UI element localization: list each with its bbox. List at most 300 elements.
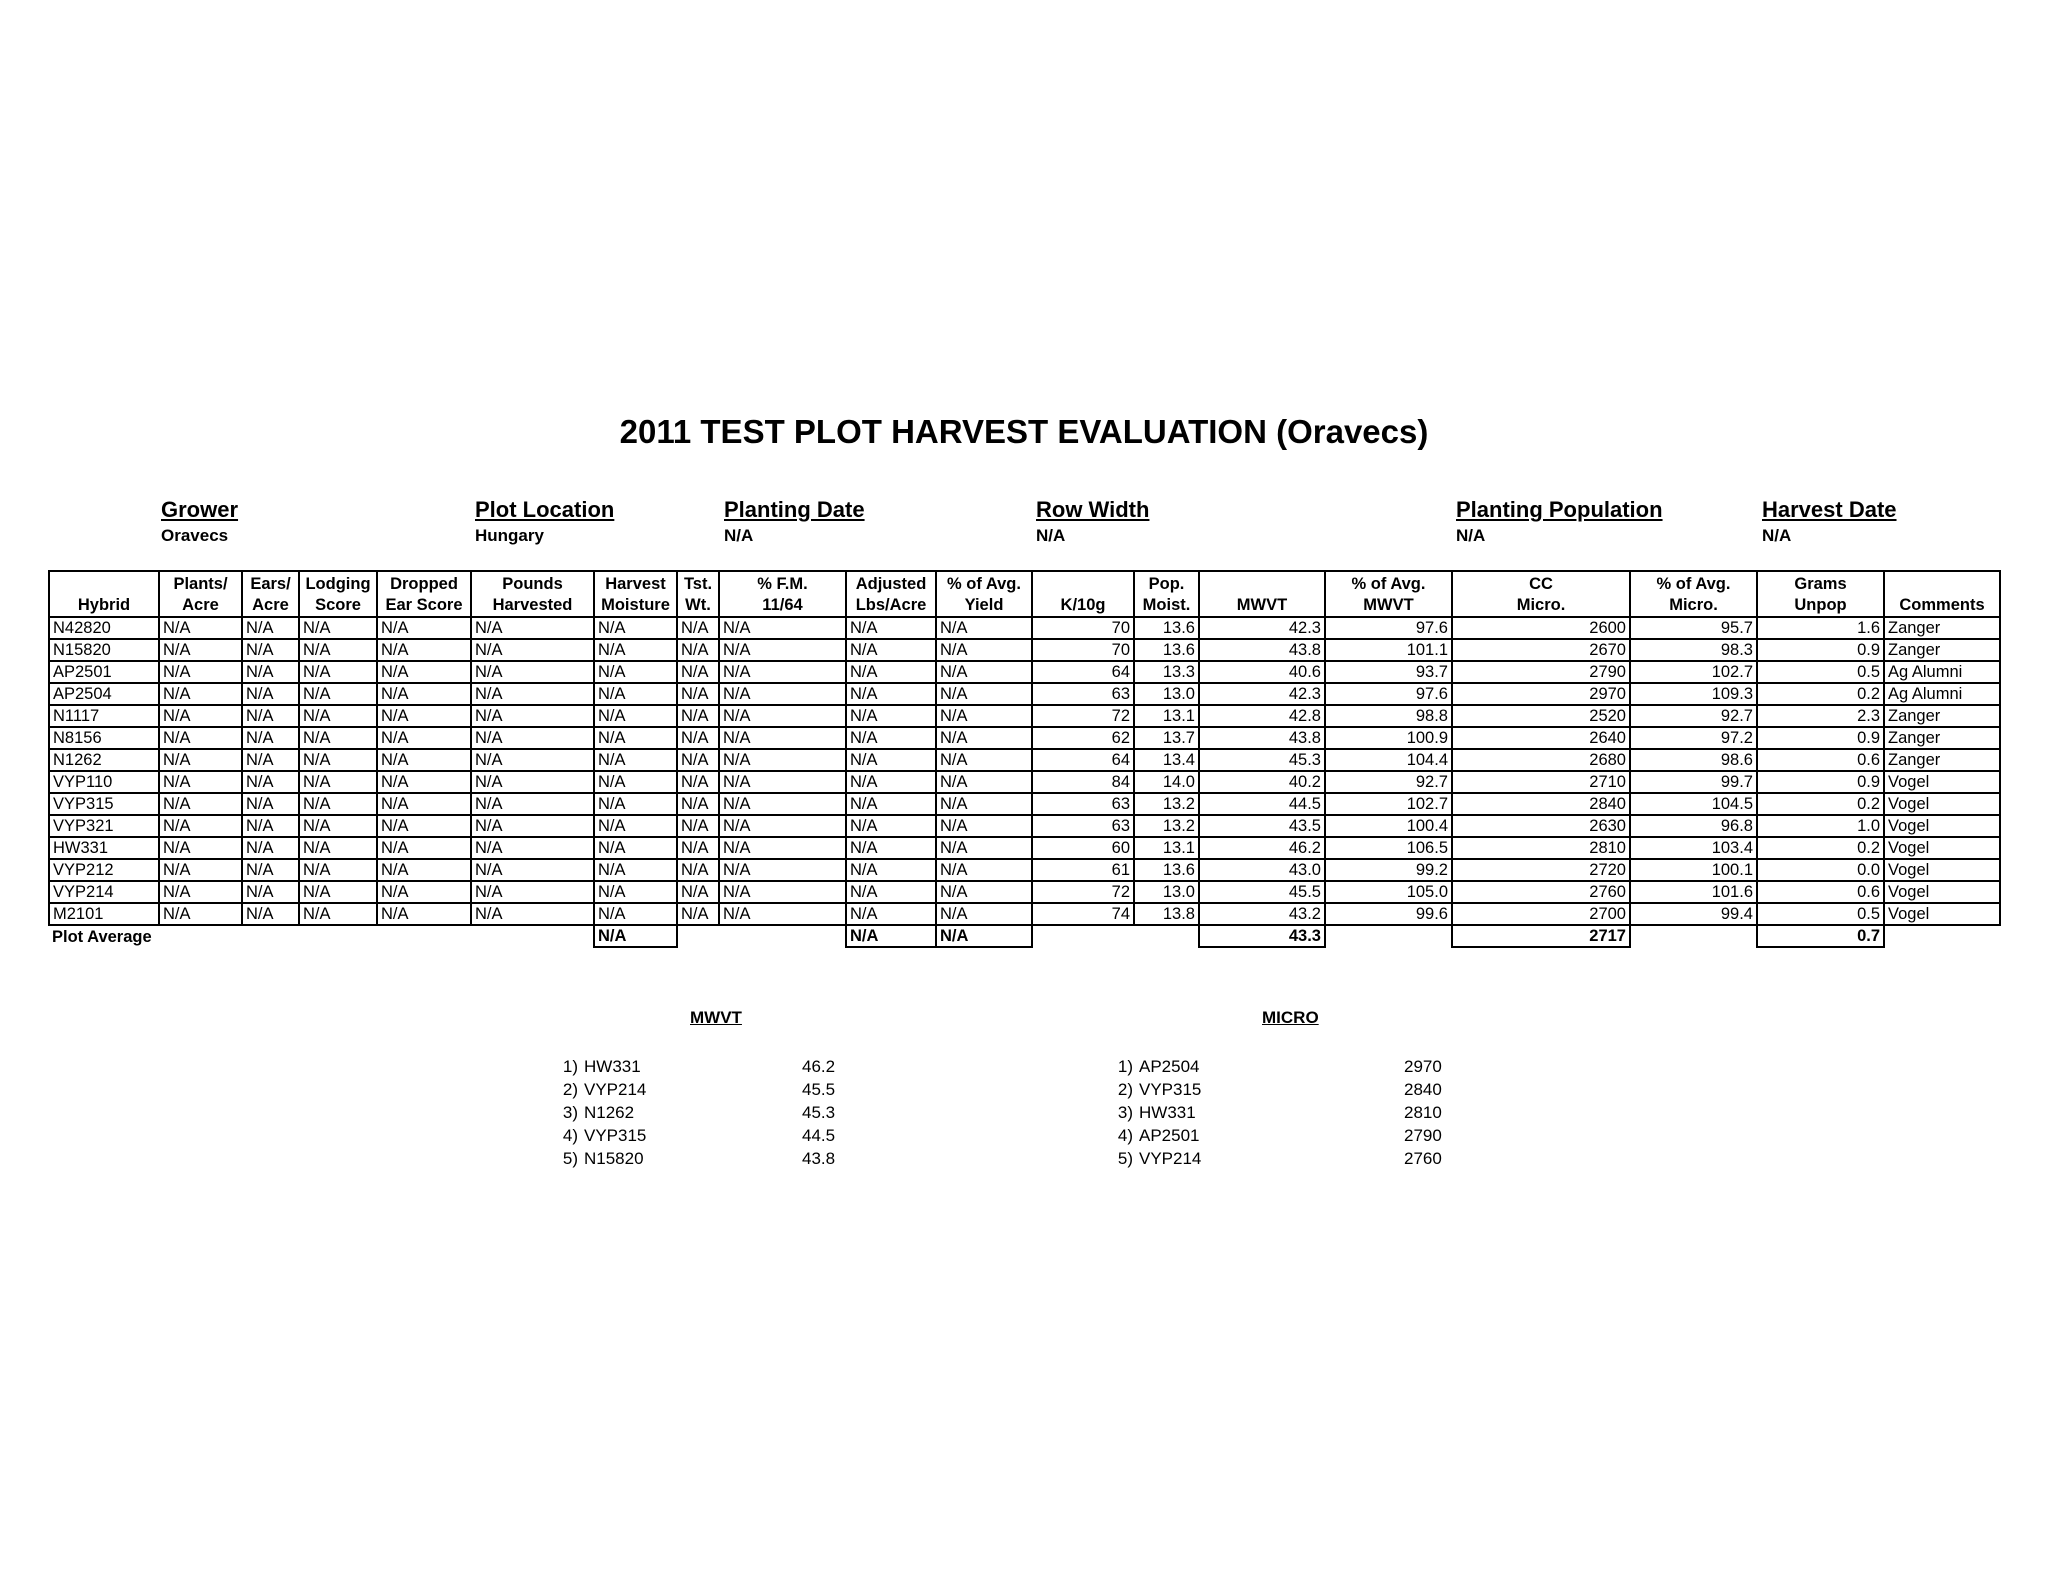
ranking-item (1107, 1101, 1467, 1124)
info-label: Grower (161, 497, 239, 522)
table-cell: 97.2 (1630, 727, 1757, 749)
plot-average-blank (1032, 925, 1134, 947)
table-cell: 2600 (1452, 617, 1630, 639)
table-cell: N/A (846, 705, 936, 727)
table-cell: N/A (299, 881, 377, 903)
table-row (49, 903, 2000, 925)
table-header (49, 571, 2000, 617)
table-cell: N/A (846, 727, 936, 749)
ranking-hybrid: AP2501 (1139, 1126, 1200, 1145)
table-row (49, 705, 2000, 727)
column-header (719, 571, 846, 617)
ranking-item (552, 1124, 872, 1147)
table-cell: N/A (846, 837, 936, 859)
ranking-hybrid: VYP214 (1139, 1149, 1202, 1168)
micro-ranking-list (1107, 1055, 1467, 1170)
table-cell: N/A (594, 903, 677, 925)
column-header-line2: 11/64 (762, 596, 803, 614)
table-cell: 44.5 (1199, 793, 1325, 815)
table-cell: N/A (719, 837, 846, 859)
table-cell: 1.0 (1757, 815, 1884, 837)
table-cell: N/A (936, 837, 1032, 859)
table-cell: 99.6 (1325, 903, 1452, 925)
table-cell: N/A (677, 661, 719, 683)
table-cell: 106.5 (1325, 837, 1452, 859)
info-label: Plot Location (475, 497, 615, 522)
table-cell: 98.8 (1325, 705, 1452, 727)
table-cell: N/A (719, 793, 846, 815)
table-cell: N/A (594, 705, 677, 727)
table-cell: 42.3 (1199, 617, 1325, 639)
column-header-line1: Pounds (502, 575, 563, 593)
table-cell: N/A (471, 705, 594, 727)
table-cell: N/A (242, 683, 299, 705)
info-value: Oravecs (161, 526, 229, 545)
column-header (1325, 571, 1452, 617)
column-header-line2: Acre (252, 596, 289, 614)
table-cell: N/A (677, 705, 719, 727)
table-cell: N/A (846, 815, 936, 837)
info-value: Hungary (475, 526, 544, 545)
table-cell: N/A (677, 793, 719, 815)
table-cell: 43.2 (1199, 903, 1325, 925)
column-header-line1: Tst. (683, 575, 713, 593)
column-header-line1: Lodging (305, 575, 371, 593)
table-cell: 2640 (1452, 727, 1630, 749)
column-header-line1: Harvest (605, 575, 666, 593)
info-planting-population (1456, 497, 1663, 547)
column-header-line2: Wt. (685, 596, 711, 614)
table-cell: 2630 (1452, 815, 1630, 837)
table-cell: N/A (159, 793, 242, 815)
table-cell: 93.7 (1325, 661, 1452, 683)
table-cell: N/A (936, 749, 1032, 771)
plot-average-blank (1884, 925, 2000, 947)
table-cell: 64 (1032, 749, 1134, 771)
table-cell: N/A (936, 705, 1032, 727)
column-header (1199, 571, 1325, 617)
table-cell: N/A (159, 661, 242, 683)
plot-average-value: N/A (846, 925, 936, 947)
table-cell: 2760 (1452, 881, 1630, 903)
table-cell: N/A (677, 903, 719, 925)
column-header (936, 571, 1032, 617)
column-header-line2: Comments (1899, 596, 1985, 614)
table-cell: 61 (1032, 859, 1134, 881)
table-cell: 104.5 (1630, 793, 1757, 815)
column-header (49, 571, 159, 617)
table-cell: 1.6 (1757, 617, 1884, 639)
hybrid-cell: N42820 (49, 617, 159, 639)
table-cell: 42.3 (1199, 683, 1325, 705)
table-row (49, 881, 2000, 903)
table-cell: Zanger (1884, 617, 2000, 639)
table-cell: N/A (471, 859, 594, 881)
table-cell: N/A (377, 771, 471, 793)
table-cell: 102.7 (1325, 793, 1452, 815)
table-cell: N/A (846, 661, 936, 683)
table-cell: N/A (299, 859, 377, 881)
table-row (49, 837, 2000, 859)
ranking-hybrid: VYP315 (1139, 1080, 1202, 1099)
table-cell: Vogel (1884, 771, 2000, 793)
hybrid-cell: VYP110 (49, 771, 159, 793)
info-label: Harvest Date (1762, 497, 1897, 522)
table-cell: N/A (159, 683, 242, 705)
table-cell: N/A (846, 859, 936, 881)
column-header-line1: CC (1529, 575, 1553, 593)
table-cell: Zanger (1884, 727, 2000, 749)
table-cell: Ag Alumni (1884, 683, 2000, 705)
table-cell: N/A (377, 639, 471, 661)
mwvt-ranking-list (552, 1055, 872, 1170)
table-cell: N/A (242, 727, 299, 749)
table-cell: 0.5 (1757, 661, 1884, 683)
column-header (299, 571, 377, 617)
column-header-line2: Micro. (1669, 596, 1718, 614)
column-header (846, 571, 936, 617)
table-cell: Vogel (1884, 859, 2000, 881)
table-cell: N/A (159, 617, 242, 639)
table-cell: 0.2 (1757, 837, 1884, 859)
table-cell: N/A (299, 727, 377, 749)
table-cell: N/A (377, 837, 471, 859)
table-cell: N/A (936, 661, 1032, 683)
column-header (1134, 571, 1199, 617)
table-cell: 63 (1032, 683, 1134, 705)
table-cell: 2710 (1452, 771, 1630, 793)
column-header-line1: % of Avg. (1351, 575, 1426, 593)
column-header (1757, 571, 1884, 617)
table-cell: N/A (594, 617, 677, 639)
table-cell: N/A (846, 749, 936, 771)
table-cell: N/A (242, 793, 299, 815)
ranking-number: 2) (562, 1080, 578, 1099)
table-cell: 0.2 (1757, 683, 1884, 705)
table-cell: 0.2 (1757, 793, 1884, 815)
column-header-line2: Yield (964, 596, 1004, 614)
table-cell: N/A (377, 793, 471, 815)
table-cell: 62 (1032, 727, 1134, 749)
table-cell: Vogel (1884, 903, 2000, 925)
info-row-width (1036, 497, 1149, 547)
ranking-item (1107, 1147, 1467, 1170)
ranking-value: 2760 (1404, 1149, 1442, 1168)
table-cell: 0.5 (1757, 903, 1884, 925)
table-cell: 46.2 (1199, 837, 1325, 859)
plot-average-value: 2717 (1452, 925, 1630, 947)
table-cell: 100.9 (1325, 727, 1452, 749)
ranking-number: 1) (562, 1057, 578, 1076)
table-cell: N/A (242, 661, 299, 683)
ranking-hybrid: AP2504 (1139, 1057, 1200, 1076)
info-value: N/A (1456, 526, 1486, 545)
table-cell: N/A (377, 705, 471, 727)
table-cell: N/A (719, 661, 846, 683)
table-cell: 2840 (1452, 793, 1630, 815)
table-cell: N/A (471, 749, 594, 771)
plot-average-value: 43.3 (1199, 925, 1325, 947)
table-cell: N/A (159, 815, 242, 837)
hybrid-cell: N1117 (49, 705, 159, 727)
table-cell: N/A (159, 749, 242, 771)
table-cell: 70 (1032, 617, 1134, 639)
column-header-line2: Unpop (1794, 596, 1847, 614)
ranking-number: 4) (562, 1126, 578, 1145)
table-cell: Vogel (1884, 793, 2000, 815)
table-cell: N/A (719, 749, 846, 771)
table-row (49, 815, 2000, 837)
table-cell: N/A (594, 859, 677, 881)
info-label: Planting Date (724, 497, 865, 522)
table-cell: 99.7 (1630, 771, 1757, 793)
table-cell: 84 (1032, 771, 1134, 793)
table-cell: N/A (299, 639, 377, 661)
table-cell: 2670 (1452, 639, 1630, 661)
column-header-line2: Moisture (601, 596, 670, 614)
table-cell: N/A (471, 617, 594, 639)
column-header-line2: Moist. (1142, 596, 1191, 614)
header-row (49, 571, 2000, 617)
table-cell: N/A (719, 903, 846, 925)
table-cell: 99.2 (1325, 859, 1452, 881)
ranking-value: 46.2 (802, 1057, 836, 1076)
column-header-line2: Acre (182, 596, 219, 614)
table-cell: 2680 (1452, 749, 1630, 771)
table-cell: 2.3 (1757, 705, 1884, 727)
table-cell: 13.0 (1134, 683, 1199, 705)
column-header-line2: Micro. (1516, 596, 1566, 614)
table-cell: N/A (594, 639, 677, 661)
table-cell: N/A (471, 661, 594, 683)
ranking-number: 3) (1117, 1103, 1133, 1122)
table-cell: N/A (159, 859, 242, 881)
info-value: N/A (1036, 526, 1066, 545)
table-cell: 13.2 (1134, 815, 1199, 837)
ranking-value: 2970 (1404, 1057, 1442, 1076)
table-cell: 13.1 (1134, 705, 1199, 727)
info-harvest-date (1762, 497, 1897, 547)
table-cell: 13.0 (1134, 881, 1199, 903)
column-header-line1: Adjusted (855, 575, 927, 593)
table-cell: N/A (299, 661, 377, 683)
table-cell: N/A (594, 837, 677, 859)
table-cell: 13.6 (1134, 617, 1199, 639)
column-header (677, 571, 719, 617)
hybrid-cell: M2101 (49, 903, 159, 925)
ranking-hybrid: VYP214 (584, 1080, 647, 1099)
table-cell: N/A (299, 793, 377, 815)
info-grower (161, 497, 238, 547)
table-cell: 0.0 (1757, 859, 1884, 881)
info-label: Row Width (1036, 497, 1150, 522)
table-row (49, 661, 2000, 683)
table-cell: 2790 (1452, 661, 1630, 683)
table-cell: N/A (299, 903, 377, 925)
table-cell: 45.3 (1199, 749, 1325, 771)
table-cell: N/A (159, 837, 242, 859)
table-cell: Zanger (1884, 749, 2000, 771)
table-cell: 102.7 (1630, 661, 1757, 683)
table-cell: N/A (719, 683, 846, 705)
table-cell: N/A (677, 639, 719, 661)
table-cell: N/A (242, 705, 299, 727)
table-cell: N/A (846, 793, 936, 815)
table-cell: N/A (159, 881, 242, 903)
table-cell: N/A (719, 771, 846, 793)
table-cell: N/A (242, 881, 299, 903)
table-cell: N/A (594, 727, 677, 749)
table-cell: N/A (159, 705, 242, 727)
table-cell: N/A (471, 771, 594, 793)
column-header-line2: K/10g (1060, 596, 1106, 614)
table-cell: N/A (471, 727, 594, 749)
table-cell: 60 (1032, 837, 1134, 859)
table-cell: 70 (1032, 639, 1134, 661)
table-cell: 0.6 (1757, 881, 1884, 903)
table-cell: N/A (471, 903, 594, 925)
table-cell: 92.7 (1630, 705, 1757, 727)
table-cell: 72 (1032, 705, 1134, 727)
table-cell: N/A (377, 859, 471, 881)
table-cell: N/A (471, 881, 594, 903)
table-cell: N/A (719, 639, 846, 661)
column-header-line1: Dropped (390, 575, 458, 593)
hybrid-cell: N8156 (49, 727, 159, 749)
table-cell: 13.6 (1134, 859, 1199, 881)
table-cell: N/A (471, 815, 594, 837)
column-header (594, 571, 677, 617)
table-row (49, 727, 2000, 749)
table-cell: 105.0 (1325, 881, 1452, 903)
table-cell: N/A (377, 683, 471, 705)
table-cell: N/A (677, 771, 719, 793)
table-cell: 13.8 (1134, 903, 1199, 925)
table-cell: 2700 (1452, 903, 1630, 925)
table-cell: N/A (299, 815, 377, 837)
table-cell: N/A (936, 815, 1032, 837)
table-cell: N/A (594, 793, 677, 815)
table-cell: N/A (594, 881, 677, 903)
table-cell: 64 (1032, 661, 1134, 683)
column-header-line1: Grams (1794, 575, 1847, 593)
table-cell: 45.5 (1199, 881, 1325, 903)
ranking-item (552, 1101, 872, 1124)
ranking-hybrid: HW331 (1139, 1103, 1196, 1122)
table-row (49, 771, 2000, 793)
table-cell: N/A (846, 903, 936, 925)
table-cell: 98.3 (1630, 639, 1757, 661)
column-header (1630, 571, 1757, 617)
column-header-line2: Harvested (492, 596, 573, 614)
table-cell: 97.6 (1325, 617, 1452, 639)
table-cell: N/A (299, 683, 377, 705)
table-cell: 0.9 (1757, 771, 1884, 793)
ranking-value: 2840 (1404, 1080, 1442, 1099)
ranking-value: 43.8 (802, 1149, 836, 1168)
table-cell: 2520 (1452, 705, 1630, 727)
table-cell: N/A (719, 705, 846, 727)
table-cell: 43.0 (1199, 859, 1325, 881)
mwvt-ranking-heading: MWVT (690, 1008, 742, 1027)
table-cell: N/A (936, 859, 1032, 881)
column-header-line1: % F.M. (757, 575, 808, 593)
table-cell: N/A (846, 617, 936, 639)
ranking-value: 2810 (1404, 1103, 1442, 1122)
ranking-item (552, 1078, 872, 1101)
table-cell: N/A (936, 617, 1032, 639)
table-cell: N/A (936, 793, 1032, 815)
table-cell: 2810 (1452, 837, 1630, 859)
column-header-line1: Pop. (1148, 575, 1185, 593)
table-row (49, 683, 2000, 705)
ranking-hybrid: HW331 (584, 1057, 641, 1076)
column-header (1884, 571, 2000, 617)
column-header (159, 571, 242, 617)
table-cell: N/A (677, 683, 719, 705)
table-cell: 100.1 (1630, 859, 1757, 881)
column-header (471, 571, 594, 617)
plot-average-label: Plot Average (52, 927, 152, 946)
ranking-value: 45.5 (802, 1080, 836, 1099)
table-cell: N/A (159, 727, 242, 749)
table-cell: 40.2 (1199, 771, 1325, 793)
table-cell: N/A (471, 639, 594, 661)
table-cell: 97.6 (1325, 683, 1452, 705)
table-cell: N/A (594, 815, 677, 837)
table-cell: N/A (471, 837, 594, 859)
table-cell: Vogel (1884, 881, 2000, 903)
table-cell: N/A (242, 837, 299, 859)
page-title: 2011 TEST PLOT HARVEST EVALUATION (Oravecs) (619, 413, 1429, 450)
table-cell: N/A (719, 881, 846, 903)
column-header-line1: % of Avg. (947, 575, 1021, 593)
table-cell: N/A (936, 771, 1032, 793)
ranking-item (552, 1055, 872, 1078)
info-label: Planting Population (1456, 497, 1663, 522)
hybrid-cell: N15820 (49, 639, 159, 661)
table-cell: N/A (242, 639, 299, 661)
table-cell: N/A (936, 639, 1032, 661)
table-cell: Ag Alumni (1884, 661, 2000, 683)
table-cell: 63 (1032, 793, 1134, 815)
table-cell: 13.2 (1134, 793, 1199, 815)
harvest-table (48, 570, 2001, 948)
table-cell: 109.3 (1630, 683, 1757, 705)
table-cell: N/A (242, 859, 299, 881)
table-cell: 2970 (1452, 683, 1630, 705)
table-cell: 104.4 (1325, 749, 1452, 771)
table-cell: N/A (677, 749, 719, 771)
ranking-hybrid: N1262 (584, 1103, 635, 1122)
table-cell: 42.8 (1199, 705, 1325, 727)
table-cell: Zanger (1884, 639, 2000, 661)
table-cell: N/A (846, 639, 936, 661)
ranking-number: 4) (1117, 1126, 1133, 1145)
column-header (1452, 571, 1630, 617)
ranking-number: 2) (1117, 1080, 1133, 1099)
column-header-line2: Hybrid (77, 596, 131, 614)
table-cell: N/A (242, 617, 299, 639)
table-cell: 43.5 (1199, 815, 1325, 837)
table-cell: N/A (936, 881, 1032, 903)
ranking-item (1107, 1055, 1467, 1078)
table-cell: N/A (377, 881, 471, 903)
ranking-value: 45.3 (802, 1103, 836, 1122)
column-header-line1: % of Avg. (1656, 575, 1731, 593)
table-cell: Vogel (1884, 815, 2000, 837)
table-cell: N/A (594, 749, 677, 771)
